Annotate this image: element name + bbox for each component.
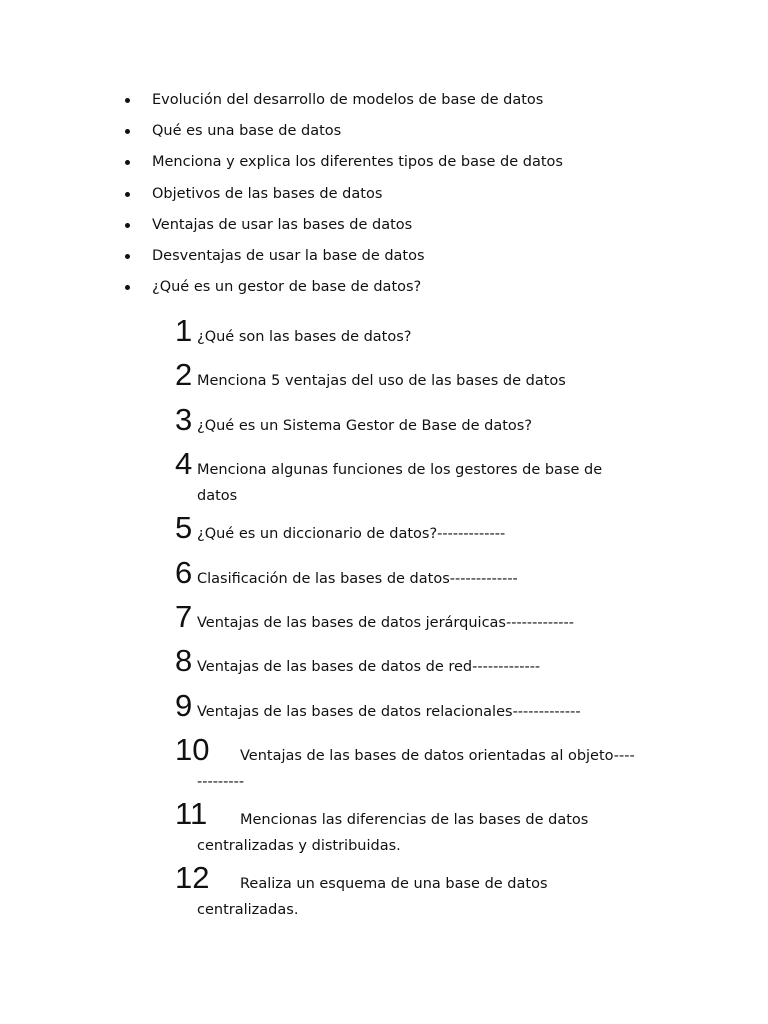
question-text: Ventajas de las bases de datos de red------------- (197, 659, 541, 676)
question-number: 10 (175, 732, 210, 768)
question-number: 5 (175, 510, 193, 546)
question-number: 6 (175, 554, 193, 590)
question-item (175, 860, 635, 919)
bullet-item (125, 150, 685, 181)
question-list (175, 313, 635, 927)
question-text: Ventajas de las bases de datos relacionales------------- (197, 703, 581, 720)
question-number: 12 (175, 860, 210, 896)
question-item (175, 401, 635, 437)
question-number: 11 (175, 796, 208, 832)
question-text: Clasificación de las bases de datos------------- (197, 570, 518, 587)
question-item (175, 313, 635, 348)
bullet-text: Desventajas de usar la base de datos (152, 247, 425, 264)
bullet-dot-icon (125, 254, 130, 259)
bullet-item (125, 213, 685, 244)
bullet-text: Menciona y explica los diferentes tipos de base de datos (152, 154, 563, 171)
bullet-dot-icon (125, 98, 130, 103)
question-item (175, 687, 635, 723)
question-number: 2 (175, 357, 193, 393)
bullet-item (125, 88, 685, 119)
bullet-list (125, 88, 685, 306)
question-text: Ventajas de las bases de datos jerárquicas------------- (197, 614, 574, 631)
bullet-dot-icon (125, 160, 130, 165)
bullet-text: Evolución del desarrollo de modelos de base de datos (152, 92, 544, 108)
bullet-text: Qué es una base de datos (152, 123, 342, 140)
bullet-item (125, 119, 685, 150)
question-item (175, 554, 635, 590)
question-text: ¿Qué es un diccionario de datos?------------- (197, 526, 506, 543)
question-item (175, 446, 635, 505)
bullet-text: Objetivos de las bases de datos (152, 185, 383, 202)
question-item (175, 598, 635, 634)
question-item (175, 796, 635, 855)
bullet-dot-icon (125, 285, 130, 290)
bullet-dot-icon (125, 129, 130, 134)
bullet-text: ¿Qué es un gestor de base de datos? (152, 279, 422, 296)
question-text: Ventajas de las bases de datos orientadas al objeto------------- (197, 748, 635, 791)
question-number: 7 (175, 598, 193, 634)
bullet-item (125, 244, 685, 275)
bullet-dot-icon (125, 192, 130, 197)
question-number: 4 (175, 446, 193, 482)
question-item (175, 357, 635, 393)
question-number: 1 (175, 313, 193, 348)
question-text: Menciona algunas funciones de los gestores de base de datos (197, 462, 603, 505)
question-text: ¿Qué es un Sistema Gestor de Base de datos? (197, 417, 533, 434)
question-number: 8 (175, 643, 193, 679)
question-text: Menciona 5 ventajas del uso de las bases de datos (197, 373, 566, 390)
question-number: 3 (175, 401, 193, 437)
question-item (175, 643, 635, 679)
question-text: Realiza un esquema de una base de datos centralizadas. (197, 876, 548, 919)
bullet-dot-icon (125, 223, 130, 228)
question-item (175, 732, 635, 791)
question-item (175, 510, 635, 546)
question-text: Mencionas las diferencias de las bases de datos centralizadas y distribuidas. (197, 812, 589, 855)
bullet-item (125, 275, 685, 306)
bullet-item (125, 182, 685, 213)
question-number: 9 (175, 687, 193, 723)
question-text: ¿Qué son las bases de datos? (197, 329, 412, 345)
bullet-text: Ventajas de usar las bases de datos (152, 216, 413, 233)
